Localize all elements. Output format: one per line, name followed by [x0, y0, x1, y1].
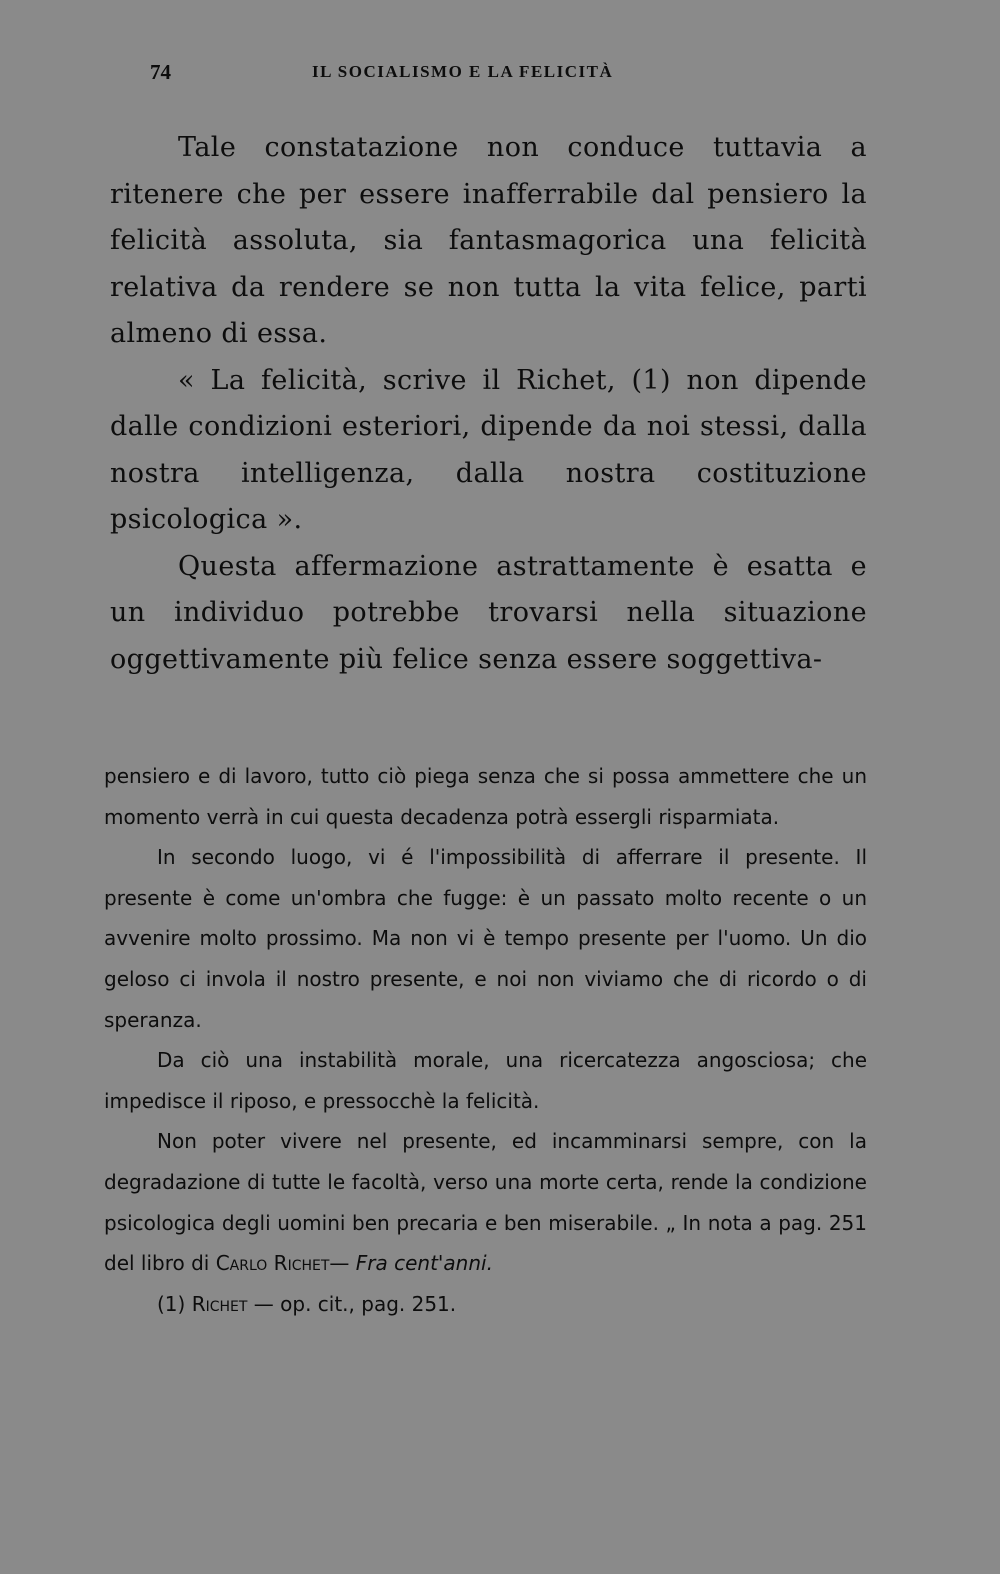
- dash: —: [329, 1251, 350, 1276]
- main-paragraph: « La felicità, scrive il Richet, (1) non dipende dalle condizioni esteriori, dipende da noi stessi, dalla nostra intelligenza, dalla nostra costituzione psicologica ».: [110, 364, 867, 535]
- footnote-paragraph: Da ciò una instabilità morale, una ricercatezza angosciosa; che impedisce il riposo, e pressocchè la felicità.: [104, 1048, 867, 1113]
- main-paragraph: Questa affermazione astrattamente è esatta e un individuo potrebbe trovarsi nella situazione oggettivamente più felice senza essere soggettiva-: [110, 550, 867, 675]
- main-paragraph: Tale constatazione non conduce tuttavia a ritenere che per essere inafferrabile dal pensiero la felicità assoluta, sia fantasmagorica una felicità relativa da rendere se non tutta la vita felice, parti almeno di essa.: [110, 132, 867, 349]
- footnote-paragraph: pensiero e di lavoro, tutto ciò piega senza che si possa ammettere che un momento verrà in cui questa decadenza potrà essergli risparmiata.: [104, 764, 867, 829]
- footnote-note: [104, 1284, 867, 1325]
- footnote-paragraph: [104, 1121, 867, 1283]
- note-reference: — op. cit., pag. 251.: [247, 1291, 457, 1316]
- running-title: IL SOCIALISMO E LA FELICITÀ: [312, 62, 614, 81]
- page-number: 74: [150, 60, 171, 84]
- footnote-section: [104, 756, 867, 1324]
- cited-book-title: Fra cent'anni.: [355, 1251, 493, 1276]
- footnote-text: Non poter vivere nel presente, ed incamminarsi sempre, con la degradazione di tutte le facoltà, verso una morte certa, rende la condizione psicologica degli uomini ben precaria e ben miserabile. „ In nota a pag. 251 del libro di: [104, 1129, 867, 1276]
- note-author: Richet: [191, 1291, 248, 1316]
- page-header: [150, 60, 710, 92]
- main-body: [110, 125, 867, 683]
- note-marker: (1): [157, 1291, 192, 1316]
- footnote-paragraph: In secondo luogo, vi é l'impossibilità di afferrare il presente. Il presente è come un'ombra che fugge: è un passato molto recente o un avvenire molto prossimo. Ma non vi è tempo presente per l'uomo. Un dio geloso ci invola il nostro presente, e noi non viviamo che di ricordo o di speranza.: [104, 845, 867, 1032]
- cited-author: Carlo Richet: [215, 1251, 330, 1276]
